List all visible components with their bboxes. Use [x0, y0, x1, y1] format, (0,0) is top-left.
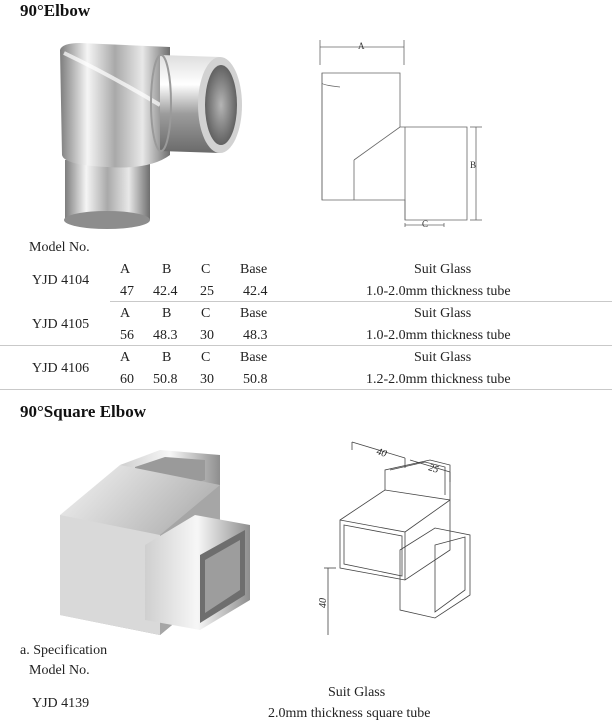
value-base: 42.4: [243, 284, 268, 299]
col-b-header: B: [162, 350, 172, 365]
value-b: 42.4: [153, 284, 178, 299]
suit-glass-value: 1.0-2.0mm thickness tube: [366, 328, 511, 343]
suit-glass-value: 2.0mm thickness square tube: [268, 706, 431, 721]
square-elbow-drawing: [310, 440, 480, 635]
col-a-header: A: [120, 350, 131, 365]
row-divider: [0, 389, 612, 390]
col-a-header: A: [120, 306, 131, 321]
row-divider: [110, 301, 612, 302]
dim-label-height: 40: [318, 598, 329, 608]
col-c-header: C: [201, 306, 211, 321]
col-base-header: Base: [240, 306, 268, 321]
round-elbow-photo: [50, 35, 250, 235]
col-b-header: B: [162, 262, 172, 277]
col-base-header: Base: [240, 262, 268, 277]
model-number: YJD 4105: [32, 317, 90, 332]
col-b-header: B: [162, 306, 172, 321]
section-title-square-elbow: 90°Square Elbow: [20, 402, 146, 421]
dim-label-top: 40: [375, 446, 388, 460]
suit-glass-label: Suit Glass: [414, 306, 472, 321]
dim-label-a: A: [358, 41, 365, 51]
section-title-elbow: 90°Elbow: [20, 1, 91, 20]
value-a: 47: [120, 284, 134, 299]
value-c: 30: [200, 372, 214, 387]
col-c-header: C: [201, 262, 211, 277]
model-number: YJD 4104: [32, 273, 90, 288]
specification-label: a. Specification: [20, 643, 108, 658]
model-number: YJD 4139: [32, 696, 90, 711]
suit-glass-label: Suit Glass: [414, 350, 472, 365]
value-a: 60: [120, 372, 134, 387]
suit-glass-value: 1.0-2.0mm thickness tube: [366, 284, 511, 299]
value-b: 50.8: [153, 372, 178, 387]
suit-glass-label: Suit Glass: [328, 685, 386, 700]
value-c: 30: [200, 328, 214, 343]
model-header: Model No.: [29, 663, 90, 678]
dim-label-side: 25: [427, 462, 440, 476]
col-base-header: Base: [240, 350, 268, 365]
value-b: 48.3: [153, 328, 178, 343]
value-c: 25: [200, 284, 214, 299]
dim-label-c: C: [422, 219, 429, 229]
row-divider: [0, 345, 612, 346]
col-a-header: A: [120, 262, 131, 277]
value-base: 50.8: [243, 372, 268, 387]
dim-label-b: B: [470, 160, 477, 170]
model-header: Model No.: [29, 240, 90, 255]
square-elbow-photo: [55, 445, 255, 640]
col-c-header: C: [201, 350, 211, 365]
suit-glass-label: Suit Glass: [414, 262, 472, 277]
suit-glass-value: 1.2-2.0mm thickness tube: [366, 372, 511, 387]
round-elbow-drawing: [300, 35, 500, 235]
model-number: YJD 4106: [32, 361, 90, 376]
value-a: 56: [120, 328, 134, 343]
value-base: 48.3: [243, 328, 268, 343]
